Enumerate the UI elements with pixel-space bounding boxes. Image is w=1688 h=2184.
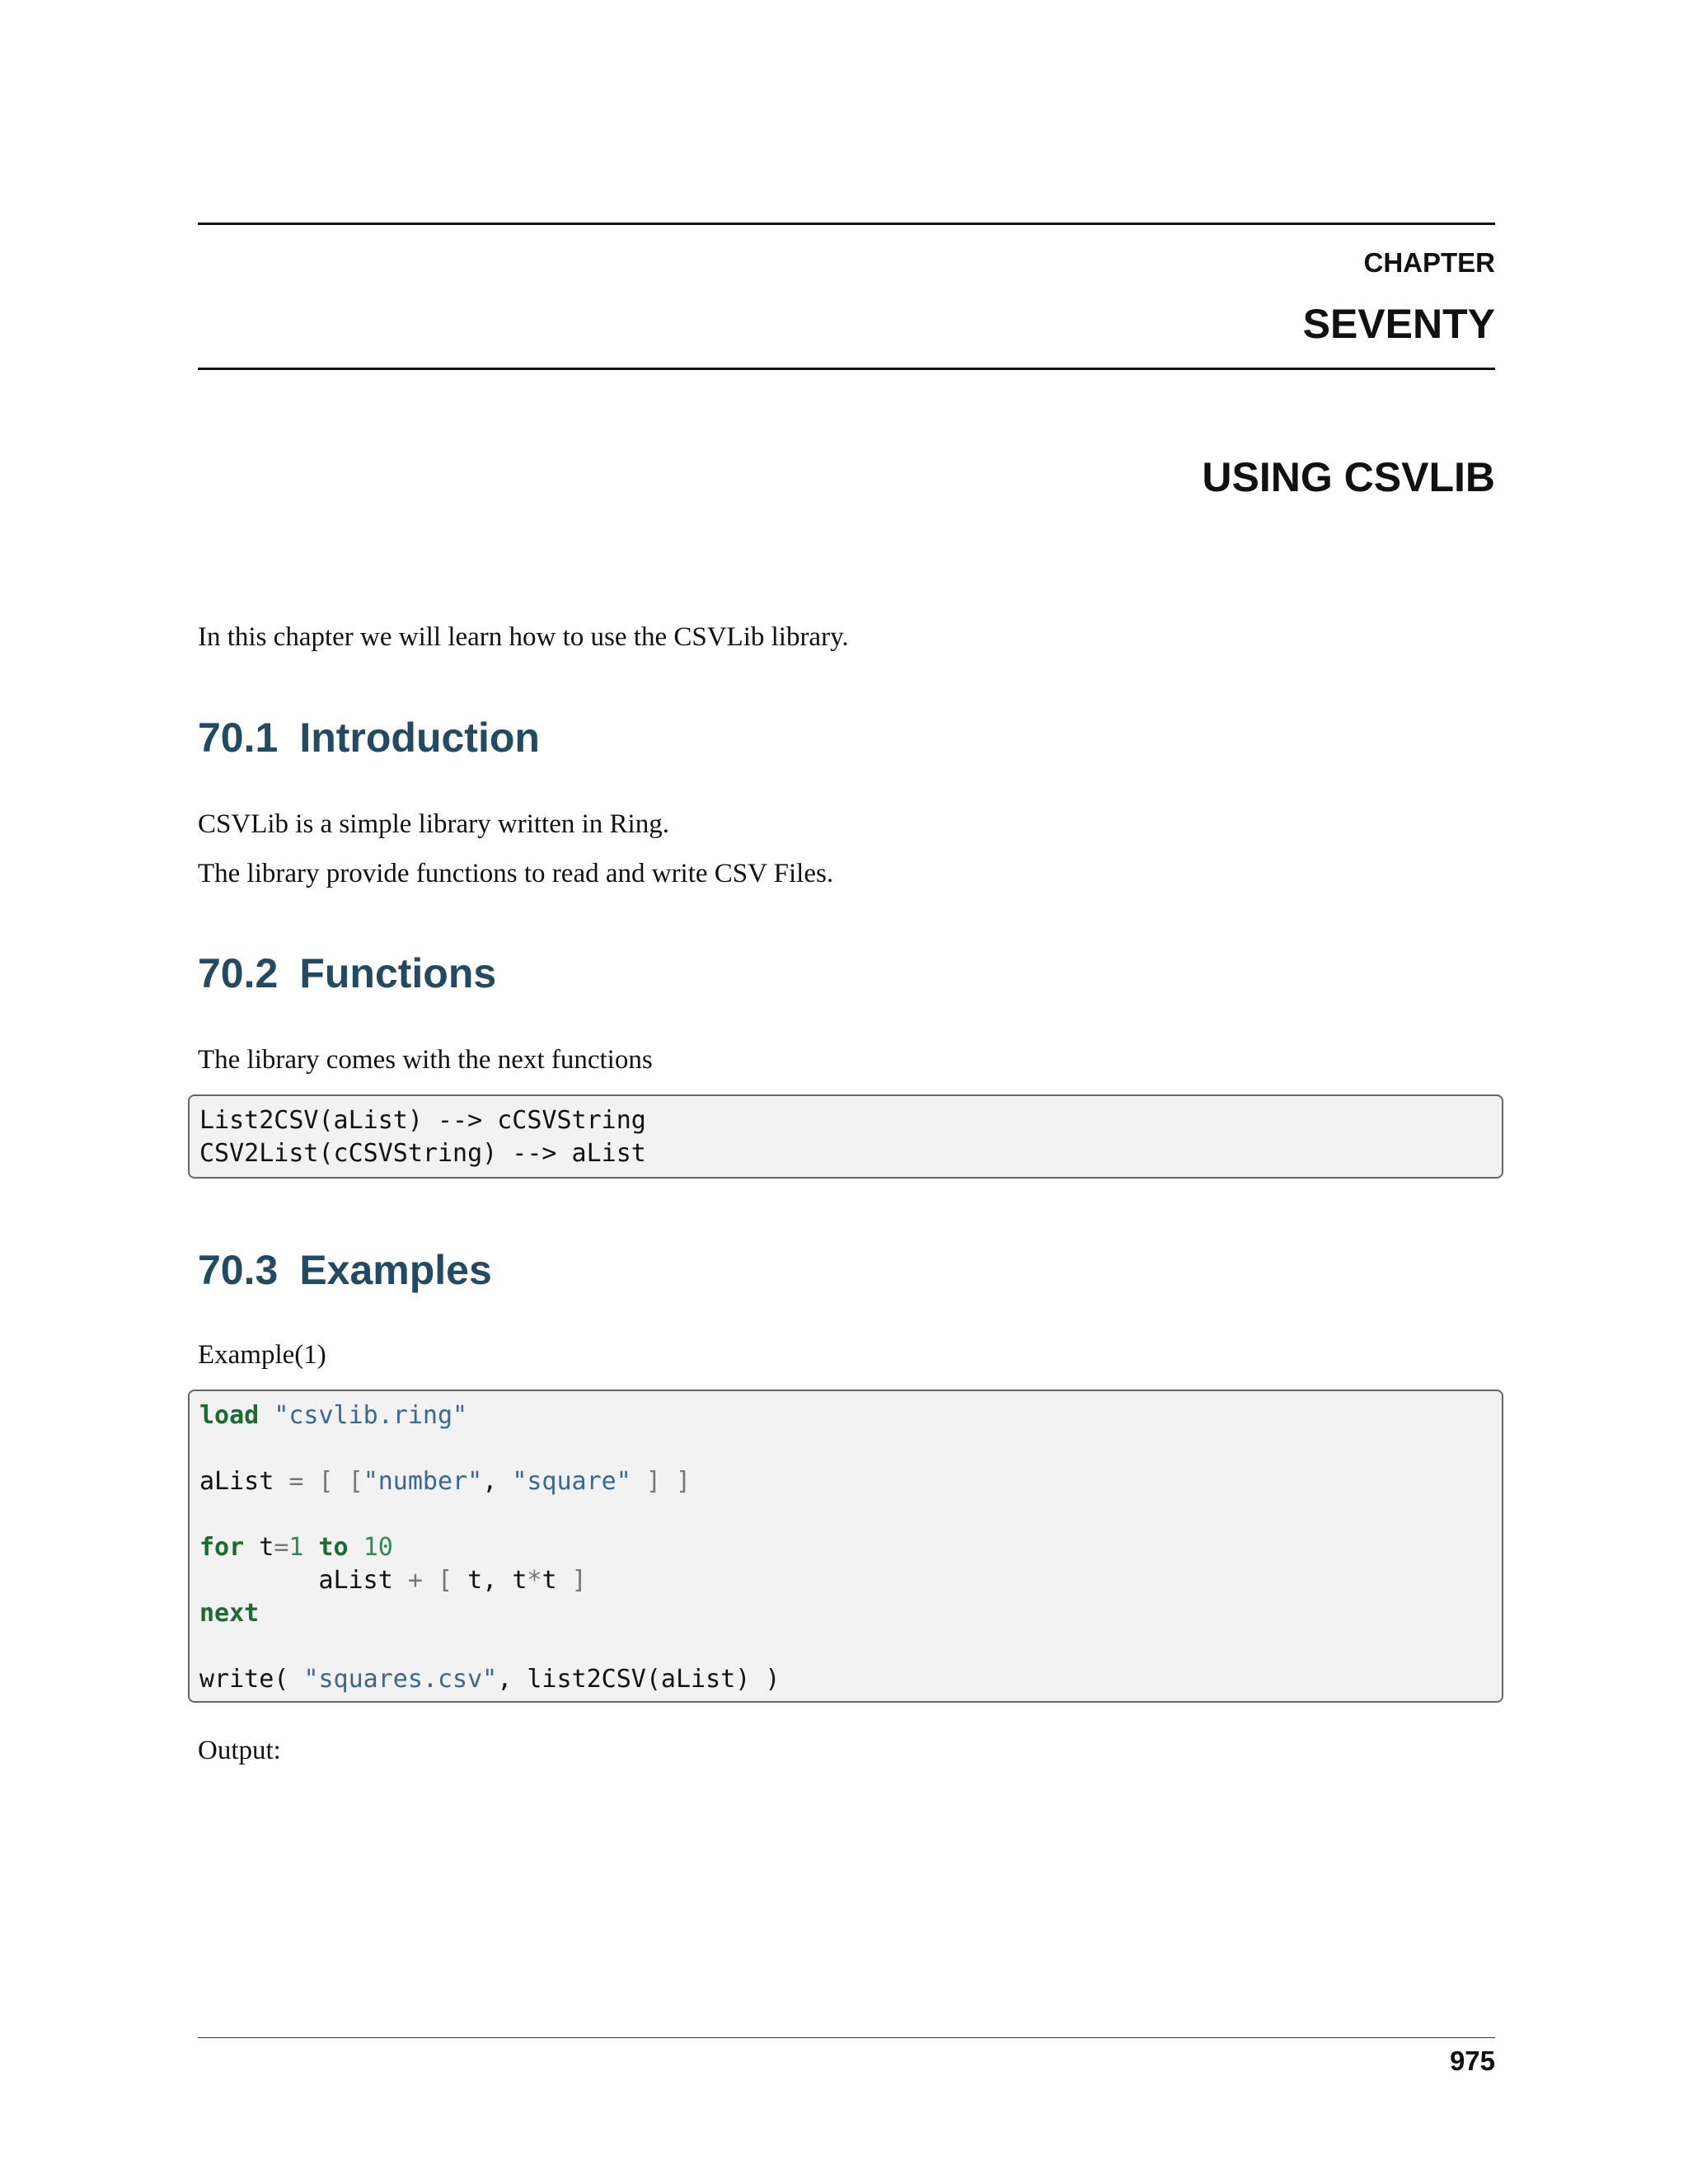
code-identifier: t [542, 1566, 557, 1595]
code-number: 10 [363, 1533, 393, 1562]
section-heading-functions [198, 949, 496, 997]
code-operator: ] [676, 1467, 692, 1496]
section-heading-introduction [198, 714, 540, 762]
code-string: "csvlib.ring" [274, 1401, 468, 1430]
section-number: 70.1 [198, 715, 279, 761]
paragraph: The library provide functions to read and write CSV Files. [198, 859, 834, 888]
code-identifier: aList [199, 1467, 274, 1496]
code-operator: = [274, 1533, 289, 1562]
code-identifier: write( [199, 1665, 289, 1694]
code-punct: , [482, 1467, 498, 1496]
code-string: "number" [363, 1467, 483, 1496]
code-identifier: t, [467, 1566, 498, 1595]
code-keyword: next [199, 1599, 260, 1628]
section-number: 70.2 [198, 950, 279, 996]
section-title: Introduction [299, 715, 540, 761]
section-title: Examples [299, 1247, 492, 1293]
code-line [199, 1564, 1502, 1597]
code-number: 1 [288, 1533, 304, 1562]
code-line-blank [199, 1498, 1502, 1531]
chapter-bottom-rule [198, 368, 1495, 370]
code-block-functions [188, 1094, 1503, 1179]
chapter-title: USING CSVLIB [1202, 454, 1495, 500]
code-line [199, 1531, 1502, 1564]
code-identifier: , list2CSV(aList) ) [497, 1665, 781, 1694]
code-operator: [ [348, 1467, 363, 1496]
paragraph: Example(1) [198, 1340, 326, 1370]
code-operator: [ [318, 1467, 334, 1496]
section-heading-examples [198, 1246, 492, 1294]
code-line: List2CSV(aList) --> cCSVString [199, 1106, 646, 1135]
code-operator: ] [645, 1467, 661, 1496]
document-page [198, 0, 1495, 2184]
code-keyword: to [318, 1533, 349, 1562]
code-line-blank [199, 1432, 1502, 1465]
code-operator: [ [438, 1566, 453, 1595]
code-string: "square" [512, 1467, 631, 1496]
code-line-blank [199, 1630, 1502, 1663]
code-line: CSV2List(cCSVString) --> aList [199, 1139, 646, 1168]
footer-rule [198, 2037, 1495, 2038]
chapter-label: CHAPTER [1363, 247, 1495, 278]
code-identifier: t [259, 1533, 274, 1562]
code-line [199, 1465, 1502, 1498]
code-block-example [188, 1390, 1503, 1703]
intro-paragraph: In this chapter we will learn how to use the CSVLib library. [198, 622, 849, 652]
code-line [199, 1399, 1502, 1432]
chapter-top-rule [198, 223, 1495, 225]
code-line [199, 1597, 1502, 1630]
section-number: 70.3 [198, 1247, 279, 1293]
paragraph: CSVLib is a simple library written in Ring. [198, 809, 669, 839]
code-identifier: t [512, 1566, 528, 1595]
paragraph: Output: [198, 1736, 281, 1765]
code-operator: = [288, 1467, 304, 1496]
code-operator: + [407, 1566, 423, 1595]
section-title: Functions [299, 950, 497, 996]
page-number: 975 [1449, 2046, 1495, 2076]
code-identifier: aList [318, 1566, 393, 1595]
code-operator: ] [571, 1566, 587, 1595]
code-keyword: load [199, 1401, 260, 1430]
paragraph: The library comes with the next functions [198, 1045, 653, 1075]
code-string: "squares.csv" [303, 1665, 498, 1694]
code-keyword: for [199, 1533, 245, 1562]
chapter-number: SEVENTY [1302, 301, 1495, 347]
code-operator: * [527, 1566, 542, 1595]
code-line [199, 1663, 1502, 1696]
